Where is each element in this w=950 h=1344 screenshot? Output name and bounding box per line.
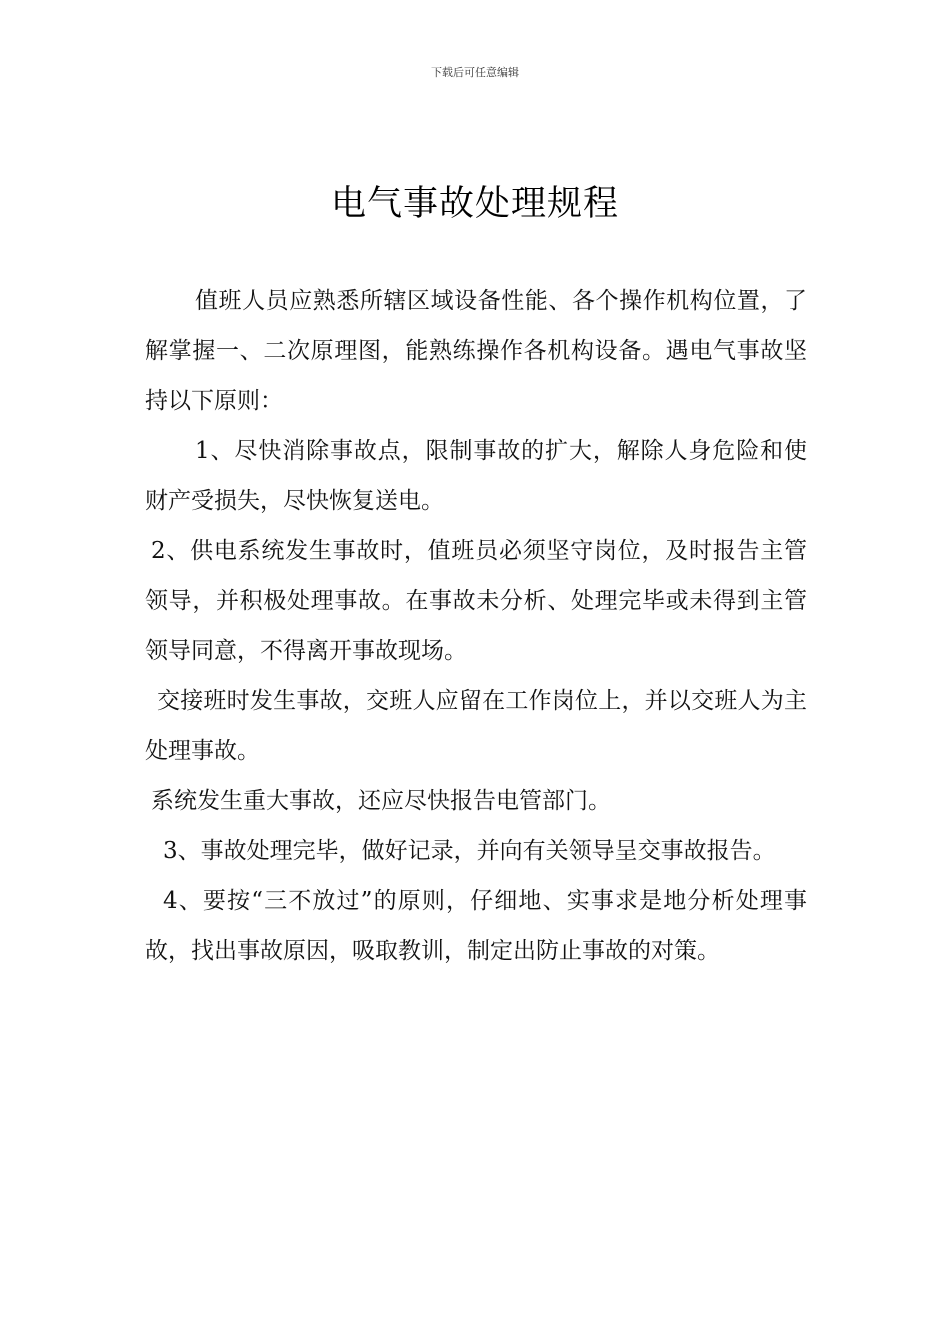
page-title: 电气事故处理规程 [330,184,619,224]
paragraph-principle-4: 4、要按“三不放过”的原则，仔细地、实事求是地分析处理事故，找出事故原因，吸取教训，制定出防止事故的对策。 [145,888,807,964]
document-body [145,276,807,976]
paragraph-major-accident: 系统发生重大事故，还应尽快报告电管部门。 [151,788,611,814]
paragraph-intro: 值班人员应熟悉所辖区域设备性能、各个操作机构位置，了解掌握一、二次原理图，能熟练操作各机构设备。遇电气事故坚持以下原则： [145,288,807,414]
header-note: 下载后可任意编辑 [431,66,519,79]
paragraph-principle-3: 3、事故处理完毕，做好记录，并向有关领导呈交事故报告。 [163,838,776,864]
paragraph-principle-2: 2、供电系统发生事故时，值班员必须坚守岗位，及时报告主管领导，并积极处理事故。在事故未分析、处理完毕或未得到主管领导同意，不得离开事故现场。 [145,538,807,664]
paragraph-shift-handover: 交接班时发生事故，交班人应留在工作岗位上，并以交班人为主处理事故。 [145,688,807,764]
paragraph-principle-1: 1、尽快消除事故点，限制事故的扩大，解除人身危险和使财产受损失，尽快恢复送电。 [145,438,807,514]
